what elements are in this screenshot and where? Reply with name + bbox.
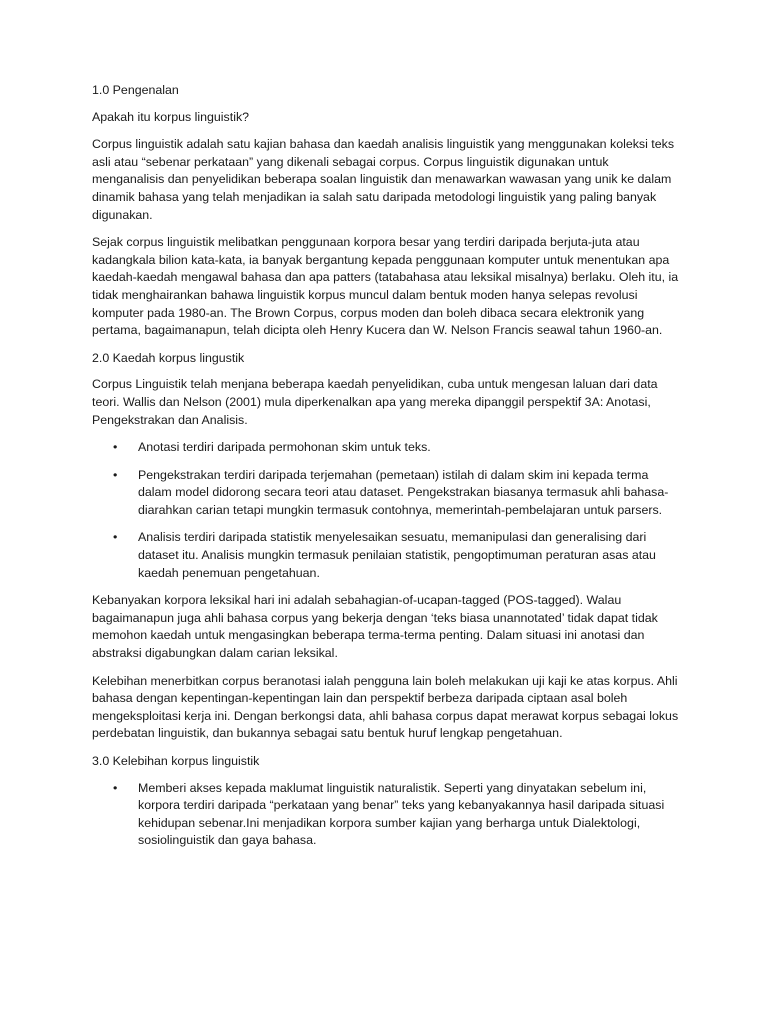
paragraph-corpus-history: Sejak corpus linguistik melibatkan penggunaan korpora besar yang terdiri daripada berjuta-juta atau kadangkala bilion kata-kata, ia banyak bergantung kepada penggunaan komputer untuk menentukan apa kaedah-kaedah mengawal bahasa dan apa patters (tatabahasa atau leksikal misalnya) berlaku. Oleh itu, ia tidak menghairankan bahawa linguistik korpus muncul dalam bentuk moden hanya selepas revolusi komputer pada 1980-an. The Brown Corpus, corpus moden dan boleh dibaca secara elektronik yang pertama, bagaimanapun, telah dicipta oleh Henry Kucera dan W. Nelson Francis seawal tahun 1960-an.	[92, 235, 679, 338]
section-heading-pengenalan: 1.0 Pengenalan	[92, 83, 179, 97]
question-text: Apakah itu korpus linguistik?	[92, 109, 250, 124]
list-item-text: Pengekstrakan terdiri daripada terjemahan (pemetaan) istilah di dalam skim ini kepada terma dalam model didorong secara teori atau dataset. Pengekstrakan biasanya termasuk ahli bahasa-diarahkan carian tetapi mungkin termasuk contohnya, memerintah-pembelajaran untuk parsers.	[138, 467, 669, 517]
bullet-icon: •	[113, 467, 118, 482]
bullet-icon: •	[113, 780, 118, 795]
bullet-icon: •	[113, 530, 118, 545]
list-item-text: Anotasi terdiri daripada permohonan skim untuk teks.	[138, 440, 431, 455]
document-page	[92, 82, 682, 860]
list-item	[92, 780, 682, 850]
bullet-list-kelebihan	[92, 780, 682, 850]
section-heading-kelebihan: 3.0 Kelebihan korpus linguistik	[92, 754, 260, 768]
list-item	[92, 529, 682, 582]
section-heading-kaedah: 2.0 Kaedah korpus lingustik	[92, 350, 245, 365]
paragraph-kaedah-intro: Corpus Linguistik telah menjana beberapa kaedah penyelidikan, cuba untuk mengesan laluan dari data teori. Wallis dan Nelson (2001) mula diperkenalkan apa yang mereka dipanggil perspektif 3A: Anotasi, Pengekstrakan dan Analisis.	[92, 377, 658, 427]
bullet-list-3a	[92, 439, 682, 582]
list-item	[92, 439, 682, 457]
list-item-text: Analisis terdiri daripada statistik menyelesaikan sesuatu, memanipulasi dan generalising dari dataset itu. Analisis mungkin termasuk penilaian statistik, pengoptimuman peraturan asas atau kaedah penemuan pengetahuan.	[138, 530, 656, 580]
list-item	[92, 467, 682, 520]
bullet-icon: •	[113, 440, 118, 455]
list-item-text: Memberi akses kepada maklumat linguistik naturalistik. Seperti yang dinyatakan sebelum ini, korpora terdiri daripada “perkataan yang benar” teks yang kebanyakannya hasil daripada situasi kehidupan sebenar.Ini menjadikan korpora sumber kajian yang berharga untuk Dialektologi, sosiolinguistik dan gaya bahasa.	[138, 780, 665, 848]
paragraph-pos-tagged: Kebanyakan korpora leksikal hari ini adalah sebahagian-of-ucapan-tagged (POS-tagged). Walau bagaimanapun juga ahli bahasa corpus yang bekerja dengan ‘teks biasa unannotated’ tidak dapat tidak memohon kaedah untuk mengasingkan beberapa terma-terma penting. Dalam situasi ini anotasi dan abstraksi digabungkan dalam carian leksikal.	[92, 593, 658, 661]
paragraph-annotated-corpus: Kelebihan menerbitkan corpus beranotasi ialah pengguna lain boleh melakukan uji kaji ke atas korpus. Ahli bahasa dengan kepentingan-kepentingan lain dan perspektif berbeza daripada ciptaan asal boleh mengeksploitasi kerja ini. Dengan berkongsi data, ahli bahasa corpus dapat merawat korpus sebagai lokus perdebatan linguistik, dan bukannya sebagai satu bentuk huruf lengkap pengetahuan.	[92, 673, 679, 741]
paragraph-corpus-definition: Corpus linguistik adalah satu kajian bahasa dan kaedah analisis linguistik yang menggunakan koleksi teks asli atau “sebenar perkataan” yang dikenali sebagai corpus. Corpus linguistik digunakan untuk menganalisis dan penyelidikan beberapa soalan linguistik dan menawarkan wawasan yang unik ke dalam dinamik bahasa yang telah menjadikan ia salah satu daripada metodologi linguistik yang paling banyak digunakan.	[92, 137, 675, 222]
